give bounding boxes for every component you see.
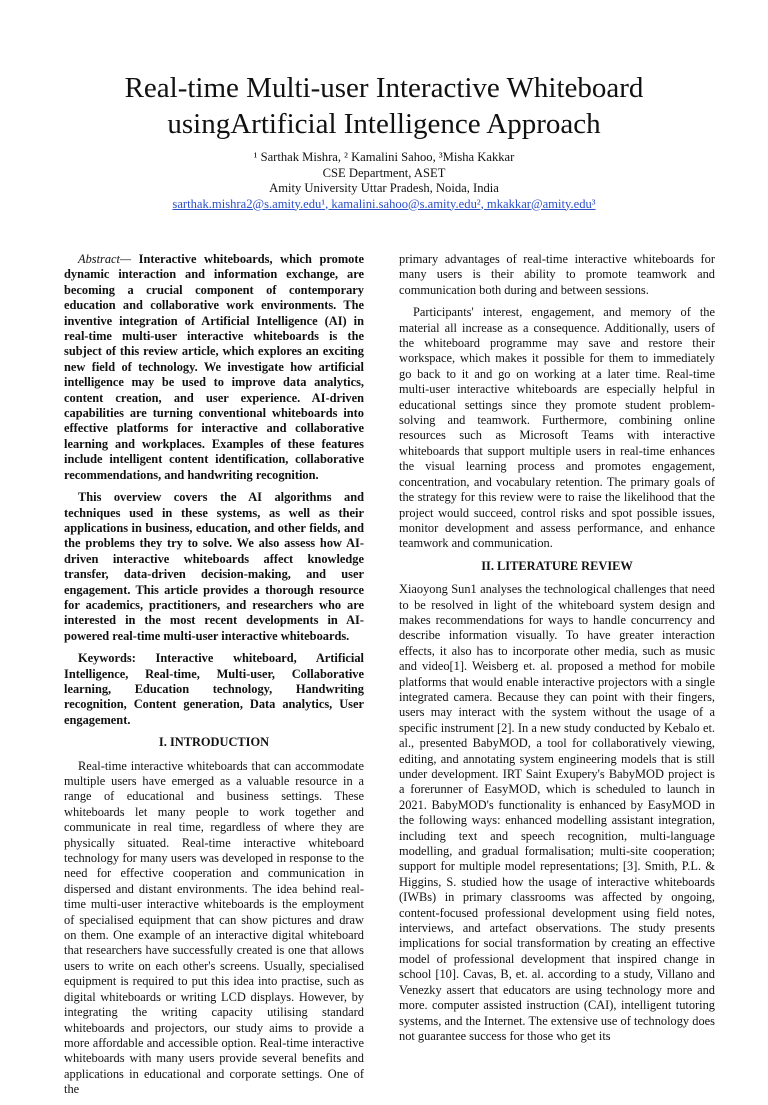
- intro-paragraph: Real-time interactive whiteboards that can accommodate multiple users have emerged as a valuable resource in a range of educational and business settings. These whiteboards let many people to work together and communicate in real time, regardless of where they are physically situated. Real-time interactive whiteboard technology for many users was developed in response to the need for effective cooperation and communication in dispersed and distant environments. The idea behind real-time multi-user interactive whiteboards is the employment of specialised equipment that can show pictures and draw on them. One example of an interactive digital whiteboard that researchers have successfully created is one that allows users to write on each other's screens. Usually, specialised equipment is required to put this idea into practise, such as digital whiteboards or writing LCD displays. However, by integrating the writing capacity utilising standard whiteboards and projectors, our study aims to provide a more affordable and accessible option. Real-time interactive whiteboards with many users provide several benefits and applications in educational and corporate settings. One of the: [64, 758, 364, 1097]
- author-names: ¹ Sarthak Mishra, ² Kamalini Sahoo, ³Misha Kakkar: [253, 150, 515, 164]
- author-university: Amity University Uttar Pradesh, Noida, India: [269, 181, 499, 195]
- abstract-paragraph-2: This overview covers the AI algorithms and techniques used in these systems, as well as their applications in business, education, and other fields, and the problems they try to solve. We also assess how AI-driven interactive whiteboards affect knowledge transfer, data-driven decision-making, and user engagement. This article provides a thorough resource for academics, practitioners, and researchers who are interested in the most recent developments in AI-powered real-time multi-user interactive whiteboards.: [64, 490, 364, 643]
- abstract-paragraph: [64, 252, 364, 483]
- author-department: CSE Department, ASET: [322, 165, 446, 180]
- literature-paragraph: Xiaoyong Sun1 analyses the technological challenges that need to be resolved in light of the whiteboard system design and makes recommendations for ways to handle concurrency and describe information visually. To have greater interaction effects, it also has to incorporate other media, such as music and video[1]. Weisberg et. al. proposed a method for mobile platforms that would enable interactive projectors with a single integrated camera. Because they can point with their fingers, users may interact with the system without the usage of a specific instrument [2]. In a new study conducted by Kebalo et. al., presented BabyMOD, a tool for collaboratively viewing, editing, and annotating system engineering models that is still under development. IRT Saint Exupery's BabyMOD project is a forerunner of EasyMOD, which is scheduled to launch in 2021. BabyMOD's functionality is enhanced by EasyMOD in the following ways: enhanced modelling assistant integration, including text and speech recognition, multi-language modelling, and gradual formalisation; multi-site cooperation; support for multiple model representations; [3]. Smith, P.L. & Higgins, S. studied how the usage of interactive whiteboards (IWBs) in primary classrooms was affected by ongoing, content-focused professional development using field notes, interviews, and artefact observations. The study presents implications for social transformation by creating an effective model of professional development that inspired change in school [10]. Cavas, B, et. al. according to a study, Villano and Venezky assert that educators are using technology more and more. computer assisted instruction (CAI), intelligent tutoring systems, and the Internet. The extensive use of technology does not guarantee success for those who get its: [399, 582, 715, 1043]
- author-emails-link[interactable]: sarthak.mishra2@s.amity.edu¹, kamalini.sahoo@s.amity.edu², mkakkar@amity.edu³: [172, 196, 596, 211]
- intro-paragraph-2: Participants' interest, engagement, and memory of the material all increase as a consequence. Additionally, users of the whiteboard programme may save and restore their workspace, which makes it possible for them to immediately go back to it and go on working at a later time. Real-time multi-user interactive whiteboards are especially helpful in educational settings since they promote student problem-solving and teamwork. Furthermore, combining online resources such as Microsoft Teams with interactive whiteboards that support multiple users in real-time enhances the visual learning process and promotes engagement, concentration, and vocabulary retention. The primary goals of the strategy for this review were to raise the likelihood that the project would succeed, control risks and spot possible issues, monitor development and assess performance, and enhance teamwork and communication.: [399, 305, 715, 551]
- abstract-text: Interactive whiteboards, which promote dynamic interaction and information exchange, are becoming a crucial component of contemporary education and collaborative work environments. The inventive integration of Artificial Intelligence (AI) in real-time multi-user interactive whiteboards is the subject of this review article, which explores an exciting new field of technology. We investigate how artificial intelligence may be used to improve data analytics, content creation, and user experience. AI-driven capabilities are turning conventional whiteboards into effective platforms for interactive and collaborative learning and workplaces. Examples of these features include intelligent content identification, collaborative recommendations, and handwriting recognition.: [64, 252, 364, 482]
- section-heading-literature-review: II. LITERATURE REVIEW: [481, 558, 633, 573]
- left-column: [64, 252, 364, 1105]
- abstract-label: Abstract—: [78, 252, 132, 266]
- right-column: [399, 252, 715, 1051]
- paper-title: Real-time Multi-user Interactive Whiteboard usingArtificial Intelligence Approach: [124, 72, 644, 140]
- intro-paragraph-continued: primary advantages of real-time interactive whiteboards for many users is their ability to promote teamwork and communication both during and between sessions.: [399, 252, 715, 297]
- section-heading-introduction: I. INTRODUCTION: [158, 735, 270, 750]
- keywords: Keywords: Interactive whiteboard, Artificial Intelligence, Real-time, Multi-user, Collaborative learning, Education technology, Handwriting recognition, Content generation, Data analytics, User engagement.: [64, 651, 364, 727]
- author-block: [84, 150, 684, 212]
